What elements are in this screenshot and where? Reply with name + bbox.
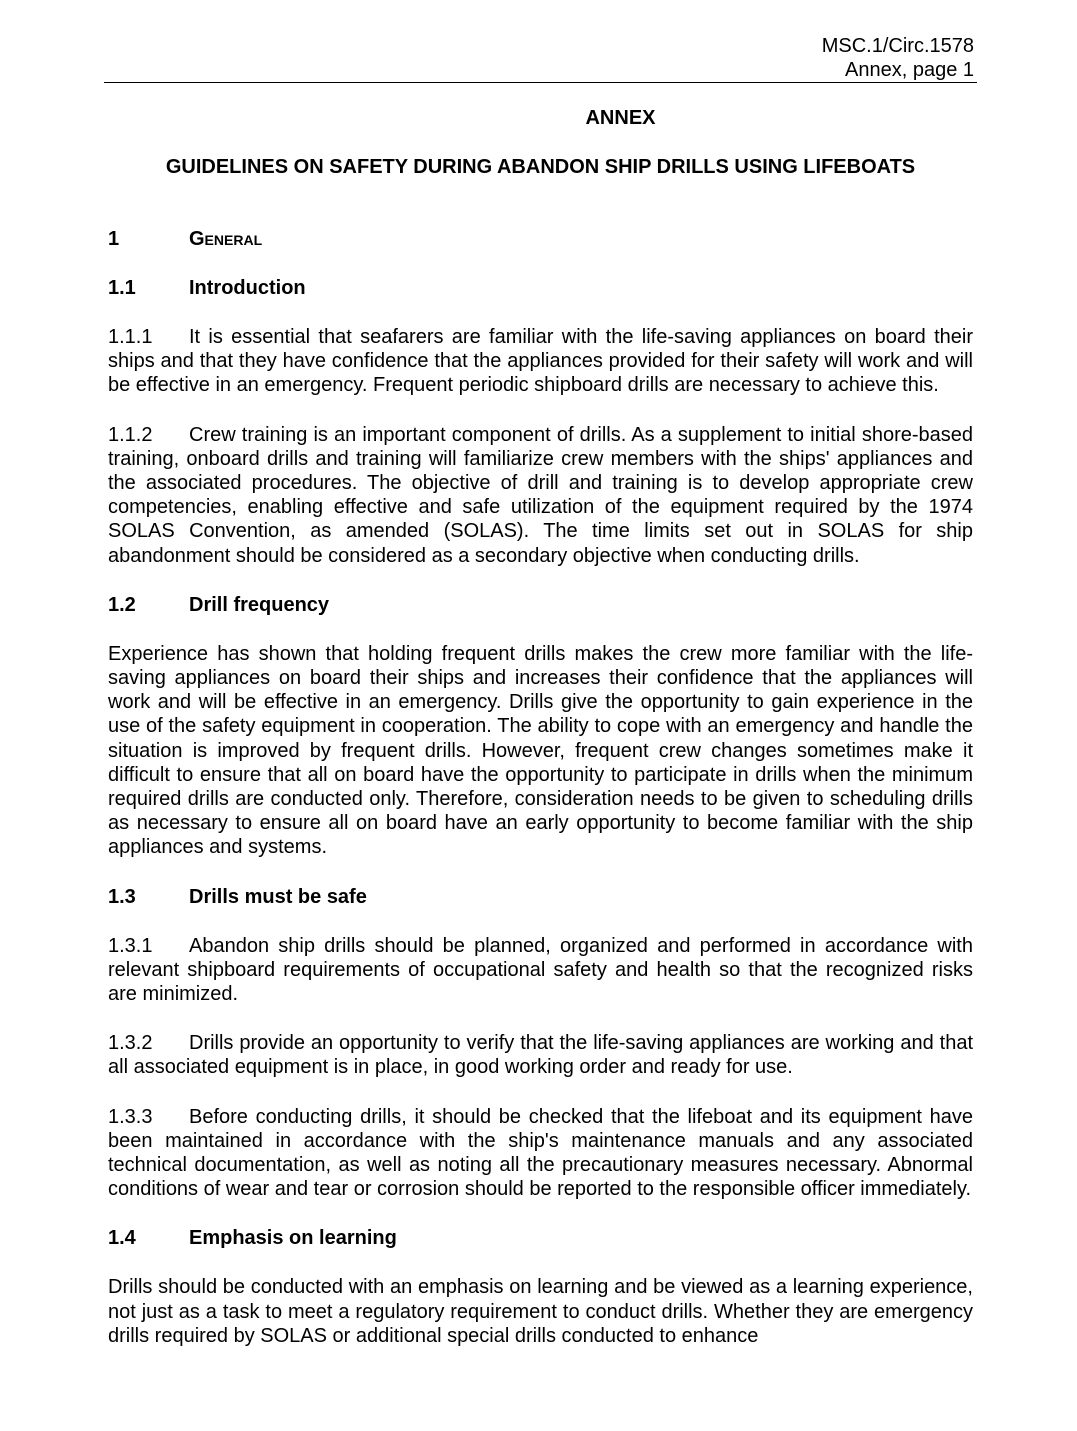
page-reference: Annex, page 1 [845, 59, 974, 81]
section-1-heading [108, 227, 973, 251]
paragraph-number: 1.3.2 [108, 1032, 153, 1055]
section-number: 1 [108, 228, 120, 250]
paragraph-1-3-3 [108, 1105, 973, 1202]
paragraph-text: Abandon ship drills should be planned, organized and performed in accordance with relevant shipboard requirements of occupational safety and health so that the recognized risks are minimized. [108, 934, 973, 1006]
section-1-1-heading [108, 276, 973, 300]
paragraph-number: 1.1.1 [108, 326, 153, 348]
section-number: 1.2 [108, 593, 136, 616]
annex-title: ANNEX [585, 107, 656, 129]
section-number: 1.1 [108, 277, 136, 299]
paragraph-text: Drills provide an opportunity to verify that the life-saving appliances are working and that all associated equipment is in place, in good working order and ready for use. [108, 1032, 973, 1079]
section-number: 1.4 [108, 1227, 136, 1250]
paragraph-text: It is essential that seafarers are familiar with the life-saving appliances on board their ships and that they have confidence that the appliances provided for their safety will work and will be effective in an emergency. Frequent periodic shipboard drills are necessary to achieve this. [108, 326, 973, 397]
section-1-3-heading [108, 885, 973, 909]
paragraph-number: 1.3.3 [108, 1105, 153, 1128]
section-title: Emphasis on learning [189, 1227, 397, 1250]
section-number: 1.3 [108, 885, 136, 908]
paragraph-1-4: Drills should be conducted with an emphasis on learning and be viewed as a learning experience, not just as a task to meet a regulatory requirement to conduct drills. Whether they are emergency drills required by SOLAS or additional special drills conducted to enhance [108, 1276, 973, 1347]
section-1-4-heading [108, 1226, 973, 1250]
paragraph-1-2: Experience has shown that holding frequent drills makes the crew more familiar with the life-saving appliances on board their ships and increases their confidence that the appliances will work and will be effective in an emergency. Drills give the opportunity to gain experience in the use of the safety equipment in cooperation. The ability to cope with an emergency and handle the situation is improved by frequent drills. However, frequent crew changes sometimes make it difficult to ensure that all on board have the opportunity to participate in drills when the minimum required drills are conducted only. Therefore, consideration needs to be given to scheduling drills as necessary to ensure all on board have an early opportunity to become familiar with the ship appliances and systems. [108, 642, 973, 859]
document-body [108, 106, 973, 1348]
paragraph-number: 1.1.2 [108, 423, 153, 446]
section-title: Introduction [189, 277, 306, 299]
section-title: Drill frequency [189, 593, 330, 616]
paragraph-1-1-2 [108, 423, 973, 568]
section-1-2-heading [108, 593, 973, 617]
document-reference: MSC.1/Circ.1578 [821, 35, 974, 57]
page-header [822, 34, 974, 82]
paragraph-1-1-1 [108, 325, 973, 398]
document-title: GUIDELINES ON SAFETY DURING ABANDON SHIP DRILLS USING LIFEBOATS [165, 156, 916, 178]
section-title: General [189, 228, 263, 250]
paragraph-text: Crew training is an important component of drills. As a supplement to initial shore-based training, onboard drills and training will familiarize crew members with the ships' appliances and the associated procedures. The objective of drill and training is to develop appropriate crew competencies, enabling effective and safe utilization of the equipment required by the 1974 SOLAS Convention, as amended (SOLAS). The time limits set out in SOLAS for ship abandonment should be considered as a secondary objective when conducting drills. [108, 423, 973, 567]
paragraph-1-3-2 [108, 1031, 973, 1079]
paragraph-text: Before conducting drills, it should be checked that the lifeboat and its equipment have been maintained in accordance with the ship's maintenance manuals and any associated technical documentation, as well as noting all the precautionary measures necessary. Abnormal conditions of wear and tear or corrosion should be reported to the responsible officer immediately. [108, 1105, 973, 1201]
section-title: Drills must be safe [189, 885, 367, 908]
header-divider [104, 82, 977, 83]
paragraph-number: 1.3.1 [108, 934, 153, 957]
paragraph-1-3-1 [108, 934, 973, 1007]
